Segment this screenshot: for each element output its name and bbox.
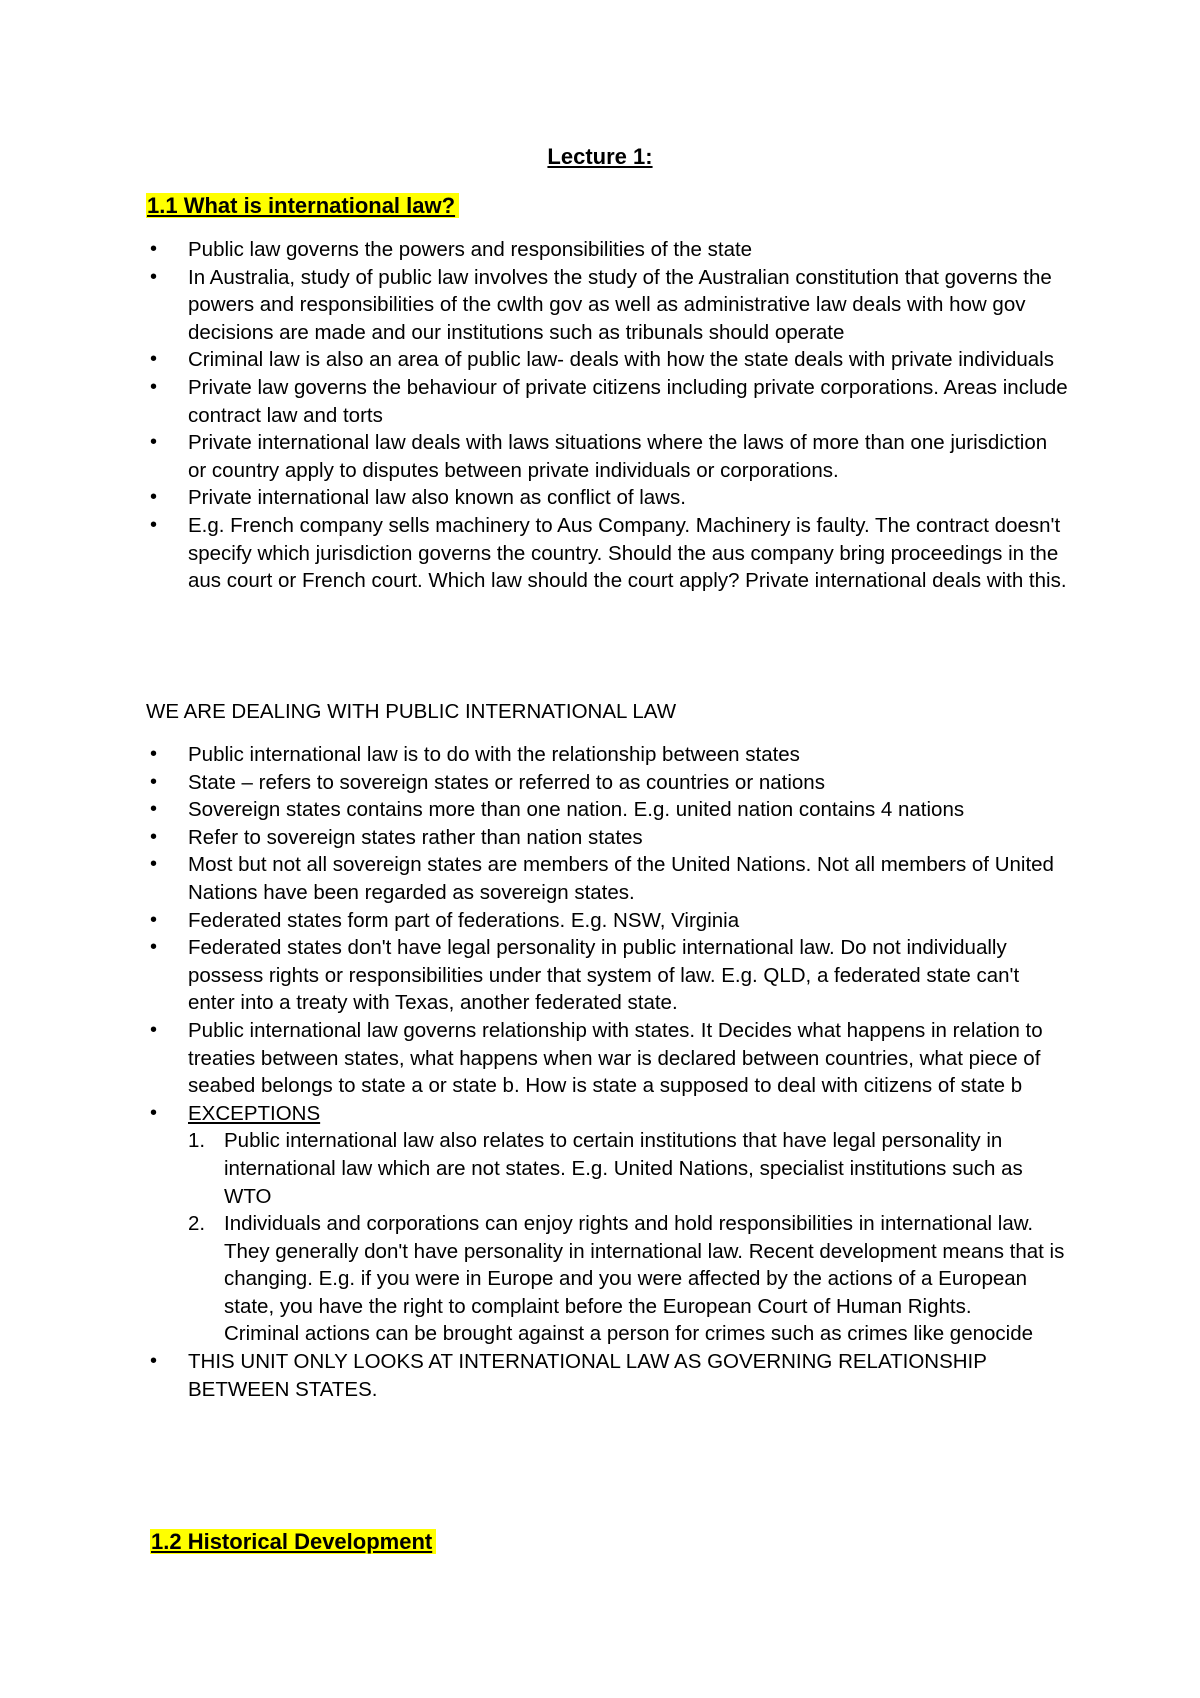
bullet-list-public-international <box>0 741 1068 1403</box>
exceptions-list <box>188 1127 1068 1348</box>
list-item: • THIS UNIT ONLY LOOKS AT INTERNATIONAL LAW AS GOVERNING RELATIONSHIP BETWEEN STATES. <box>0 1348 1068 1403</box>
section-heading-1-2-text: 1.2 Historical Development <box>150 1529 436 1554</box>
exception-number: 1. <box>188 1129 206 1153</box>
list-item-exceptions <box>0 1100 1068 1348</box>
lecture-title: Lecture 1: <box>547 144 653 169</box>
exception-extra-text: Criminal actions can be brought against a person for crimes such as crimes like genocide <box>224 1322 1033 1346</box>
exception-text: Public international law also relates to certain institutions that have legal personality in international law which are not states. E.g. United Nations, specialist institutions such as WTO <box>224 1129 1023 1208</box>
section-heading-1-2 <box>150 1528 436 1556</box>
section-heading-1-1-text: 1.1 What is international law? <box>146 193 459 218</box>
exception-number: 2. <box>188 1212 206 1236</box>
list-item: • Public international law is to do with the relationship between states <box>0 741 1068 769</box>
section-heading-1-1 <box>146 192 459 220</box>
list-item: • Criminal law is also an area of public law- deals with how the state deals with private individuals <box>0 346 1068 374</box>
list-item: • Private international law deals with laws situations where the laws of more than one jurisdiction or country apply to disputes between private individuals or corporations. <box>0 429 1068 484</box>
list-item: • Federated states don't have legal personality in public international law. Do not individually possess rights or responsibilities under that system of law. E.g. QLD, a federated state can't enter into a treaty with Texas, another federated state. <box>0 934 1068 1017</box>
list-item: • Most but not all sovereign states are members of the United Nations. Not all members of United Nations have been regarded as sovereign states. <box>0 851 1068 906</box>
exception-item <box>188 1210 1070 1348</box>
list-item: • Public law governs the powers and responsibilities of the state <box>0 236 1068 264</box>
list-item: • E.g. French company sells machinery to Aus Company. Machinery is faulty. The contract doesn't specify which jurisdiction governs the country. Should the aus company bring proceedings in the aus court or French court. Which law should the court apply? Private international deals with this. <box>0 512 1068 595</box>
dealing-statement: WE ARE DEALING WITH PUBLIC INTERNATIONAL LAW <box>146 700 677 723</box>
exceptions-label: EXCEPTIONS <box>188 1101 321 1125</box>
exception-extra-text: They generally don't have personality in international law. Recent development means that is changing. E.g. if you were in Europe and you were affected by the actions of a European state, you have the right to complaint before the European Court of Human Rights. <box>224 1239 1065 1318</box>
list-item: • In Australia, study of public law involves the study of the Australian constitution that governs the powers and responsibilities of the cwlth gov as well as administrative law deals with how gov decisions are made and our institutions such as tribunals should operate <box>0 264 1068 347</box>
exception-text: Individuals and corporations can enjoy rights and hold responsibilities in international law. <box>224 1212 1034 1236</box>
list-item: • Federated states form part of federations. E.g. NSW, Virginia <box>0 907 1068 935</box>
list-item: • Private international law also known as conflict of laws. <box>0 484 1068 512</box>
list-item: • Public international law governs relationship with states. It Decides what happens in relation to treaties between states, what happens when war is declared between countries, what piece of seabed belongs to state a or state b. How is state a supposed to deal with citizens of state b <box>0 1017 1068 1100</box>
list-item: • State – refers to sovereign states or referred to as countries or nations <box>0 769 1068 797</box>
list-item: • Private law governs the behaviour of private citizens including private corporations. Areas include contract law and torts <box>0 374 1068 429</box>
list-item: • Sovereign states contains more than one nation. E.g. united nation contains 4 nations <box>0 796 1068 824</box>
bullet-list-private-public <box>0 236 1068 595</box>
exception-item <box>188 1127 1070 1210</box>
list-item: • Refer to sovereign states rather than nation states <box>0 824 1068 852</box>
